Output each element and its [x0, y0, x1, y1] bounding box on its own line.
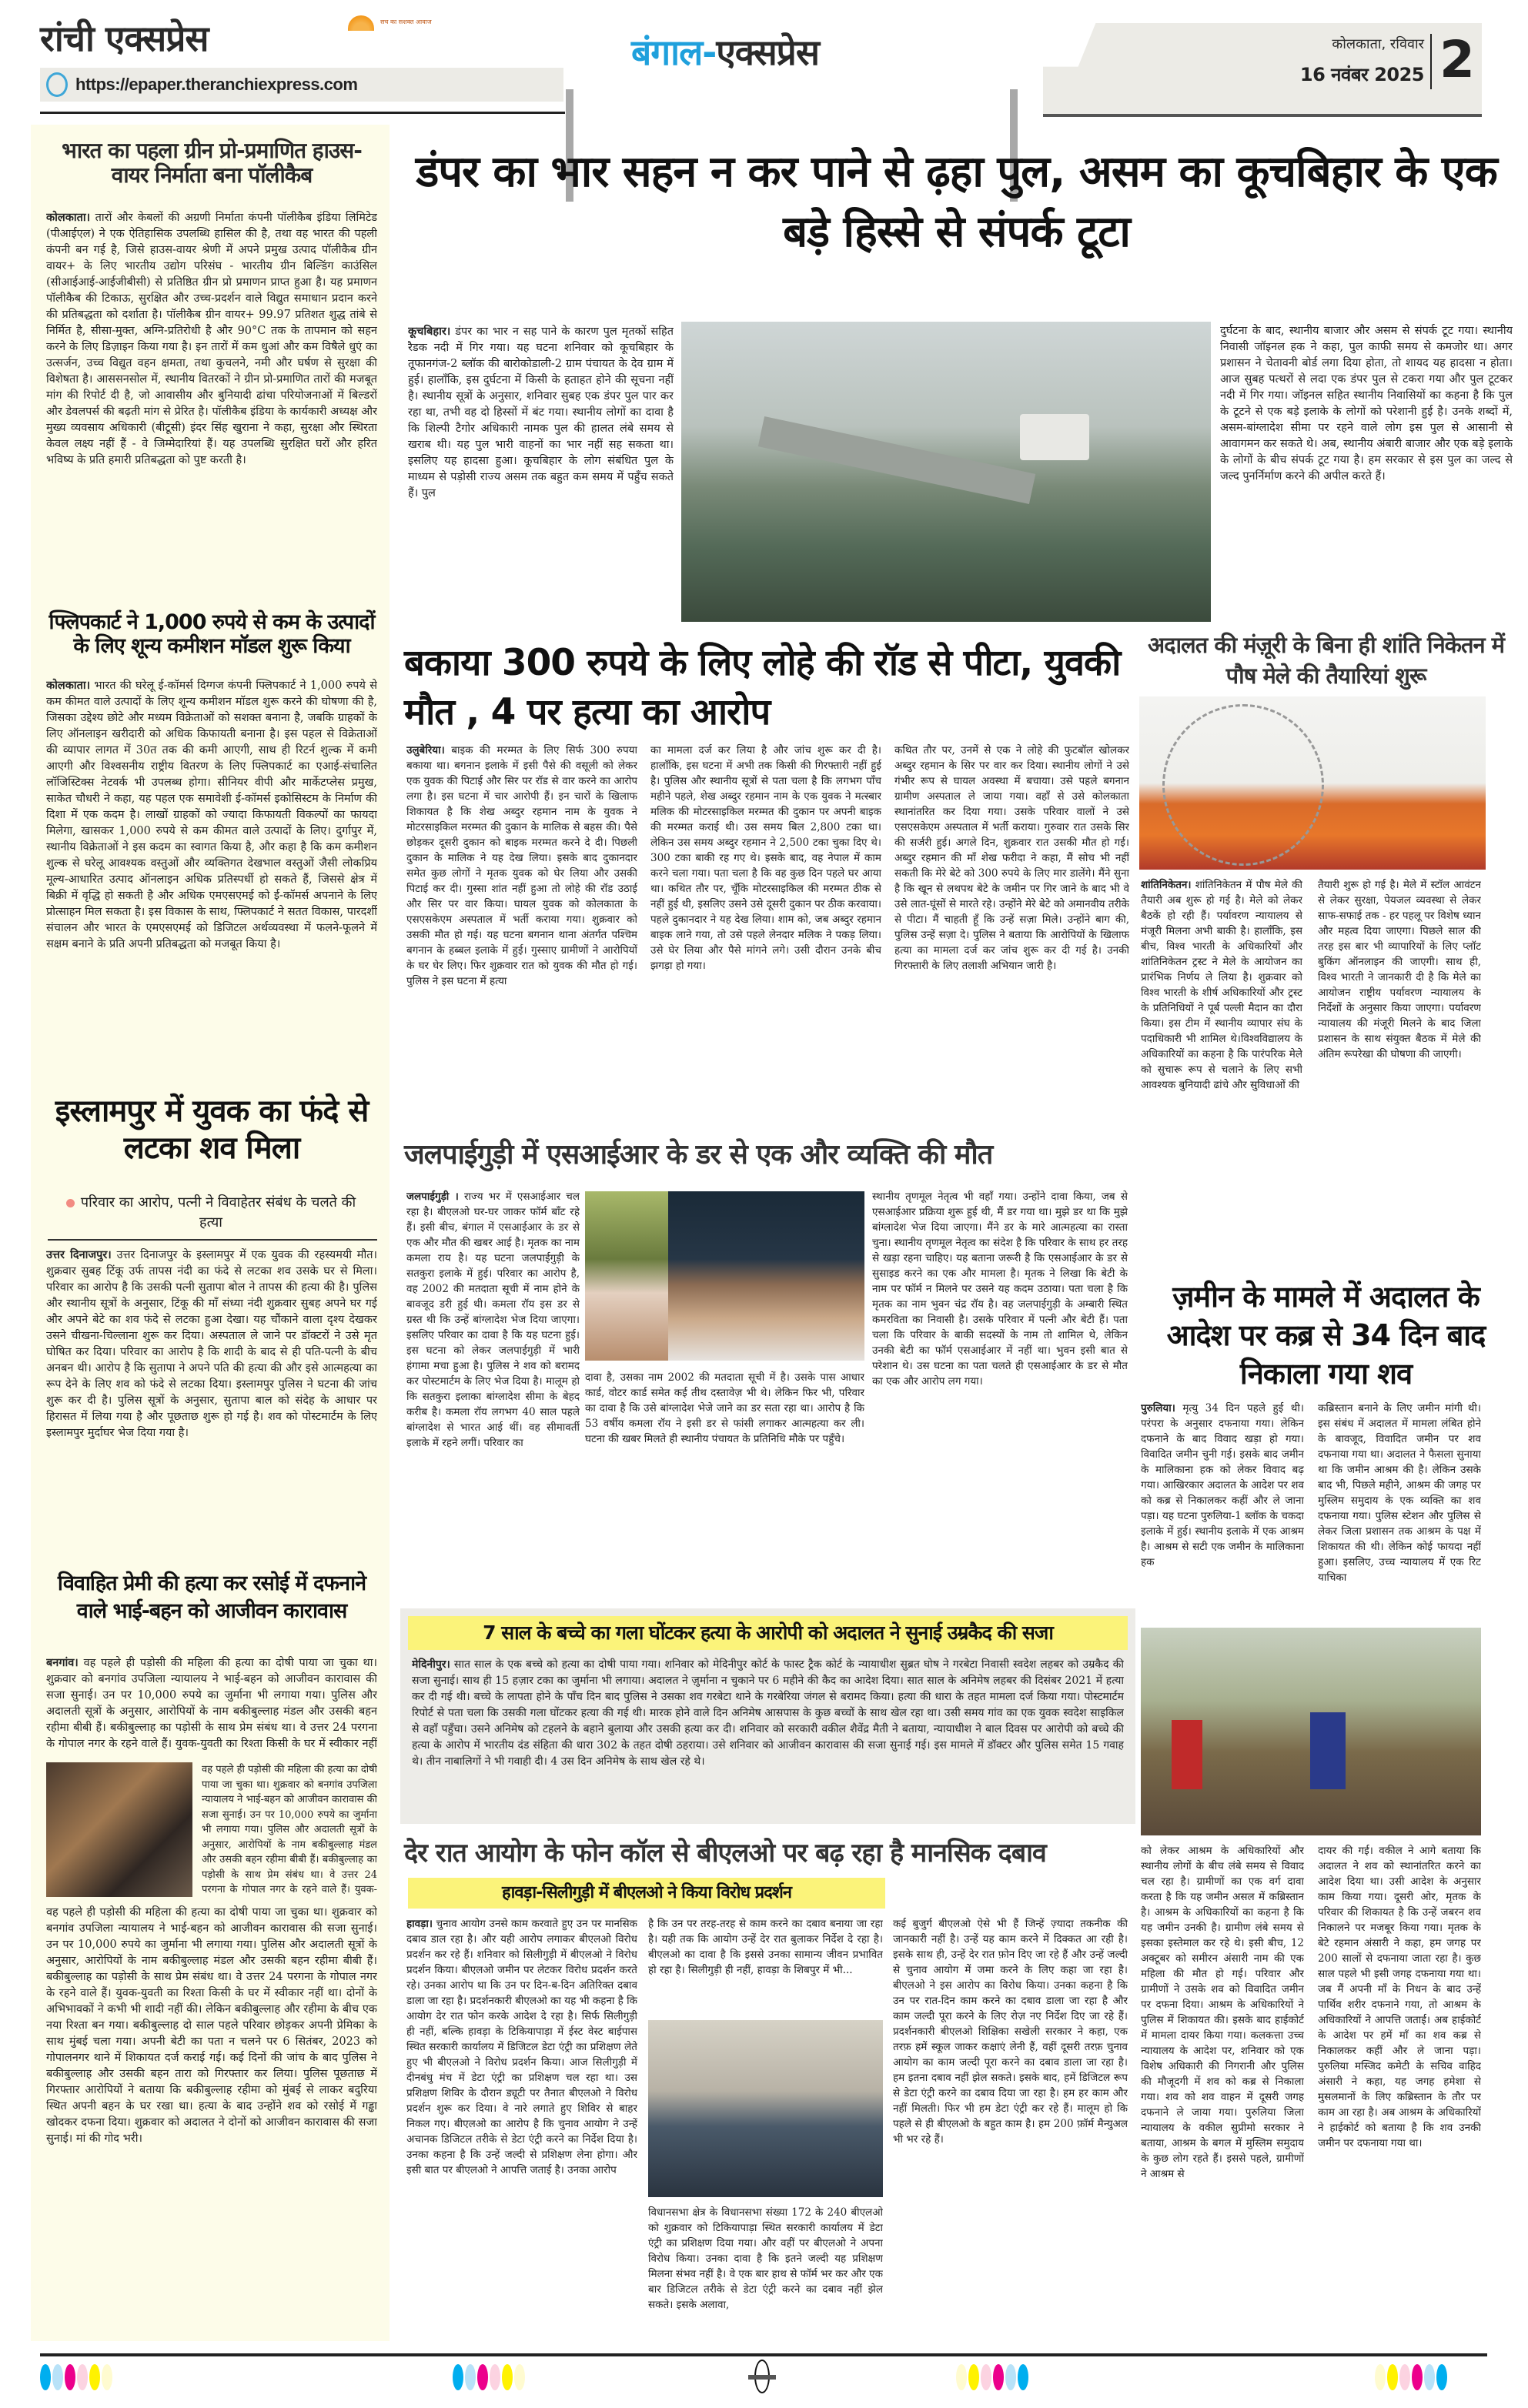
sir-body-2: दावा है, उसका नाम 2002 की मतदाता सूची में है। उसके पास आधार कार्ड, वोटर कार्ड समेत कई तीथ दस्तावेज़ भी थे। लेकिन फिर भी, परिवार का दावा है कि उसे बांग्लादेश भेजे जाने का डर सता रहा था। आरोप है कि 53 वर्षीय कमला रॉय ने इसी डर से फांसी लगाकर आत्महत्या कर ली। घटना की खबर मिलते ही स्थानीय पंचायत के प्रतिनिधि मौके पर पहुँचे।	[585, 1371, 864, 1445]
court-dateline: मेदिनीपुर।	[412, 1658, 450, 1671]
blo-col2b	[648, 2205, 883, 2328]
color-registration-midright	[956, 2364, 1028, 2390]
islampur-subhead-text: परिवार का आरोप, पत्नी ने विवाहेतर संबंध के चलते की हत्या	[80, 1194, 356, 1231]
dumper-truck	[1020, 414, 1089, 460]
flipkart-body: भारत की घरेलू ई-कॉमर्स दिग्गज कंपनी फ्लिपकार्ट ने 1,000 रुपये से कम कीमत वाले उत्पादों के लिए शून्य कमीशन मॉडल शुरू करने की घोषणा की है, जिसका उद्देश्य छोटे और मध्यम विक्रेताओं को सशक्त बनाना है, जबकि ग्राहकों के लिए ऑनलाइन खरीदारी को अधिक किफायती बनाना है। इस पहल से विक्रेताओं की व्यापार लागत में 30त तक की कमी आएगी, साथ ही रिटर्न शुल्क में कमी आएगी और विश्वसनीय राष्ट्रीय वितरण के लिए फ्लिपकार्ट का एआई-संचालित लॉजिस्टिक्स नेटवर्क भी उपलब्ध होगा। सीनियर वीपी और मार्केटप्लेस प्रमुख, साकेत चौधरी ने कहा, यह पहल एक समावेशी ई-कॉमर्स इकोसिस्टम के निर्माण की दिशा में एक कदम है। लाखों ग्राहकों को ज्यादा किफायती विकल्पों का फायदा मिलेगा, खासकर 1,000 रुपये से कम कीमत वाले उत्पादों के लिए। दुर्गापुर में, स्थानीय विक्रेताओं ने इस कदम का स्वागत किया है, और कहा है कि कम कमीशन शुल्क से घरेलू आवश्यक वस्तुओं और व्यक्तिगत देखभाल वस्तुओं जैसी लोकप्रिय मूल्य-आधारित उत्पाद ऑनलाइन अधिक प्रतिस्पर्धी हो सकते हैं, जिससे क्षेत्र में बिक्री में वृद्धि हो सकती है और अधिक एमएसएमई को ई-कॉमर्स अपनाने के लिए प्रोत्साहन मिल सकता है। इस विकास के साथ, फ्लिपकार्ट ने सतत विकास, पारदर्शी संचालन और भारत के एमएसएमई को डिजिटल अर्थव्यवस्था में फलने-फूलने में सक्षम बनाने के प्रति अपनी प्रतिबद्धता को मजबूत किया है।	[46, 680, 377, 950]
islampur-article	[46, 1247, 377, 1554]
magenta-swatch	[1412, 2364, 1423, 2390]
grave-body-2: कब्रिस्तान बनाने के लिए जमीन मांगी थी। इस संबंध में अदालत में मामला लंबित होने के बावजूद, विवादित जमीन पर शव दफनाया गया था। अदालत ने फैसला सुनाया था कि जमीन आश्रम की है। लेकिन उसके बाद भी, पिछले महीने, आश्रम की जगह पर मुस्लिम समुदाय के एक व्यक्ति का शव दफनाया गया। पुलिस स्टेशन और पुलिस से लेकर जिला प्रशासन तक आश्रम के पक्ष में शिकायत की थी। लेकिन कोई फायदा नहीं हुआ। इसलिए, उच्च न्यायालय में एक रिट याचिका	[1318, 1402, 1481, 1584]
light-magenta-swatch	[490, 2364, 500, 2390]
city-day: कोलकाता, रविवार	[1332, 36, 1424, 52]
section-title	[631, 31, 819, 74]
cyan-swatch	[1436, 2364, 1447, 2390]
cyan-swatch	[1018, 2364, 1028, 2390]
flipkart-article	[46, 677, 377, 1065]
sun-logo-icon	[348, 15, 374, 31]
light-cyan-swatch	[52, 2364, 63, 2390]
banagaon-body-bottom: वह पहले ही पड़ोसी की महिला की हत्या का दोषी पाया जा चुका था। शुक्रवार को बनगांव उपजिला न्यायालय ने भाई-बहन को आजीवन कारावास की सजा सुनाई। उन पर 10,000 रुपये का जुर्माना भी लगाया गया। पुलिस और अदालती सूत्रों के अनुसार, आरोपियों के नाम बकीबुल्लाह मंडल और उसकी बहन रहीमा बीबी हैं। बकीबुल्लाह का पड़ोसी के साथ प्रेम संबंध था। वे उत्तर 24 परगना के गोपाल नगर के रहने वाले हैं। युवक-युवती का रिश्ता किसी के घर में स्वीकार नहीं था। दोनों के अभिभावकों ने कभी भी शादी नहीं की। लेकिन बकीबुल्लाह और रहीमा के बीच एक नया रिश्ता बन गया। बकीबुल्लाह दो साल पहले परिवार छोड़कर अपनी प्रेमिका के साथ मुंबई चला गया। अपनी बेटी का पता न चलने पर 6 सितंबर, 2023 को गोपालनगर थाने में शिकायत दर्ज कराई गई। कई दिनों की जांच के बाद पुलिस ने बकीबुल्लाह और उसकी बहन तारा को गिरफ्तार कर लिया। पुलिस पूछताछ में गिरफ्तार आरोपियों ने बताया कि बकीबुल्लाह रहीमा को मुंबई से लाकर बदुरिया स्थित अपनी बहन के घर रखा था। हत्या के बाद उन्होंने शव को रसोई में गड्ढा खोदकर दफना दिया। शुक्रवार को अदालत ने दोनों को आजीवन कारावास की सजा सुनाई। मां की गोद भरी।	[46, 1906, 377, 2145]
blo-dateline: हावड़ा।	[406, 1918, 433, 1930]
grave-body-3: को लेकर आश्रम के अधिकारियों और स्थानीय लोगों के बीच लंबे समय से विवाद चल रहा है। ग्रामीणों का एक वर्ग दावा करता है कि यह जमीन असल में कब्रिस्तान है। आश्रम के अधिकारियों का कहना है कि यह जमीन उनकी है। ग्रामीण लंबे समय से इसका इस्तेमाल कर रहे थे। इसी बीच, 12 अक्टूबर को समीरन अंसारी नाम की एक महिला की मौत हो गई। परिवार और ग्रामीणों ने उसके शव को विवादित जमीन पर दफना दिया। आश्रम के अधिकारियों ने पुलिस में शिकायत की। इसके बाद हाईकोर्ट में मामला दायर किया गया। कलकत्ता उच्च न्यायालय के आदेश पर, शनिवार को एक विशेष अधिकारी की निगरानी और पुलिस की मौजूदगी में शव को कब्र से निकाला गया। शव को शव वाहन में दूसरी जगह दफनाने ले जाया गया। पुरुलिया जिला न्यायालय के वकील सुप्रीमो सरकार ने बताया, आश्रम के बगल में मुस्लिम समुदाय के कुछ लोग रहते हैं। इससे पहले, ग्रामीणों ने आश्रम से	[1141, 1845, 1304, 2180]
rod-body-3: कथित तौर पर, उनमें से एक ने लोहे की फुटबॉल खोलकर अब्दुर रहमान के सिर पर वार कर दिया। स्थानीय लोगों ने उसे गंभीर रूप से घायल अवस्था में बचाया। उसे पहले बगनान ग्रामीण अस्पताल ले जाया गया। वहाँ से उसे कोलकाता स्थानांतरित कर दिया गया। उसके परिवार वालों ने उसे एसएसकेएम अस्पताल में भर्ती कराया। गुरुवार रात उसके सिर की सर्जरी हुई। अगले दिन, शुक्रवार रात उसकी मौत हो गई। अब्दुर रहमान की माँ शेख फरीदा ने कहा, मैं सोच भी नहीं सकती कि मेरे बेटे को 300 रुपये के लिए मार डालेंगे। मैंने सुना है कि खून से लथपथ बेटे के जमीन पर गिर जाने के बाद भी वे उसे लात-घूंसों से मारते रहे। उन्होंने मेरे बेटे को अमानवीय तरीके से पीटा। मैं चाहती हूँ कि उन्हें सज़ा मिले। उन्होंने बाग की, पुलिस उन्हें सज़ा दे। पुलिस ने बताया कि आरोपियों के खिलाफ हत्या का मामला दर्ज कर जांच शुरू कर दी गई है। उनकी गिरफ्तारी के लिए तलाशी अभियान जारी है।	[894, 744, 1129, 972]
banagaon-body: वह पहले ही पड़ोसी की महिला की हत्या का दोषी पाया जा चुका था। शुक्रवार को बनगांव उपजिला न्यायालय ने भाई-बहन को आजीवन कारावास की सजा सुनाई। उन पर 10,000 रुपये का जुर्माना भी लगाया गया। पुलिस और अदालती सूत्रों के अनुसार, आरोपियों के नाम बकीबुल्लाह मंडल और उसकी बहन रहीमा बीबी हैं। बकीबुल्लाह का पड़ोसी के साथ प्रेम संबंध था। वे उत्तर 24 परगना के गोपाल नगर के रहने वाले हैं। युवक-युवती का रिश्ता किसी के घर में स्वीकार नहीं	[46, 1657, 377, 1750]
subhead-divider	[48, 1239, 377, 1241]
color-registration-left	[40, 2364, 112, 2390]
date-separator	[1430, 34, 1432, 89]
collapsed-bridge-photo	[681, 322, 1211, 622]
lead-body-right: दुर्घटना के बाद, स्थानीय बाजार और असम से संपर्क टूट गया। स्थानीय निवासी जॉइनल हक ने कहा, पुल काफी समय से कमजोर था। अगर प्रशासन ने चेतावनी बोर्ड लगा दिया होता, तो शायद यह हादसा न होता। आज सुबह पत्थरों से लदा एक डंपर पुल से टकरा गया और पुल टूटकर नदी में गिर गया। जॉइनल सहित स्थानीय निवासियों का कहना है कि पुल के टूटने से एक बड़े इलाके के लोगों को परेशानी हुई है। उनके शब्दों में, असम-बांग्लादेश सीमा पर रहने वाले लोग इस पुल से आसानी से आवागमन कर सकते थे। अब, स्थानीय अंबारी बाजार और एक बड़े इलाके के लोगों के बीच संपर्क टूट गया है। हम सरकार से इस पुल का जल्द से जल्द पुनर्निर्माण करने की अपील करते हैं।	[1220, 325, 1513, 483]
blo-headline: देर रात आयोग के फोन कॉल से बीएलओ पर बढ़ रहा है मानसिक दबाव	[404, 1838, 1046, 1869]
banagaon-dateline: बनगांव।	[46, 1656, 79, 1669]
banagaon-headline: विवाहित प्रेमी की हत्या कर रसोई में दफनाने वाले भाई-बहन को आजीवन कारावास	[57, 1571, 366, 1624]
woman-portrait-photo	[585, 1191, 668, 1361]
light-magenta-swatch	[1399, 2364, 1410, 2390]
lead-headline: डंपर का भार सहन न कर पाने से ढ़हा पुल, असम का कूचबिहार के एक बड़े हिस्से से संपर्क टूटा	[416, 147, 1497, 257]
banagaon-article-top	[46, 1655, 377, 1752]
sir-col3	[872, 1189, 1128, 1589]
blo-subhead: हावड़ा-सिलीगुड़ी में बीएलओ ने किया विरोध प्रदर्शन	[502, 1883, 791, 1902]
light-magenta-swatch	[77, 2364, 88, 2390]
masthead-divider	[40, 112, 565, 114]
grave-col1	[1141, 1401, 1304, 1616]
yellow-swatch	[968, 2364, 979, 2390]
blo-body-2: है कि उन पर तरह-तरह से काम करने का दबाव बनाया जा रहा है। यही तक कि आयोग उन्हें देर रात बुलाकर निर्देश दे रहा है। बीएलओ का दावा है कि इससे उनका सामान्य जीवन प्रभावित हो रहा है। सिलीगुड़ी ही नहीं, हावड़ा के शिबपुर में भी...	[648, 1918, 883, 1976]
bridge-deck	[758, 416, 1035, 504]
fair-body-2: तैयारी शुरू हो गई है। मेले में स्टॉल आवंटन से लेकर सुरक्षा, पेयजल व्यवस्था से लेकर साफ-सफाई तक - हर पहलू पर विशेष ध्यान और महत्व दिया जाएगा। पिछले साल की तरह इस बार भी व्यापारियों के लिए प्लॉट बुकिंग ऑनलाइन की जाएगी। साथ ही, विश्व भारती ने जानकारी दी है कि मेले का आयोजन राष्ट्रीय पर्यावरण न्यायालय के निर्देशों के अनुसार किया जाएगा। पर्यावरण न्यायालय की मंजूरी मिलने के बाद जिला प्रशासन के साथ संयुक्त बैठक में मेले की अंतिम रूपरेखा की घोषणा की जाएगी।	[1318, 879, 1481, 1060]
islampur-headline: इस्लामपुर में युवक का फंदे से लटका शव मिला	[55, 1094, 369, 1166]
page-number: 2	[1439, 30, 1475, 89]
registration-crosshair-icon	[754, 2360, 770, 2393]
sir-body-3: स्थानीय तृणमूल नेतृत्व भी वहाँ गया। उन्होंने दावा किया, जब से एसआईआर प्रक्रिया शुरू हुई थी, मैं डर गया था। मुझे डर था कि मुझे बांग्लादेश भेज दिया जाएगा। मैंने डर के मारे आत्महत्या का रास्ता चुना। स्थानीय तृणमूल नेतृत्व का संदेश है कि परिवार के साथ हर तरह से खड़ा रहना चाहिए। यह बताना जरूरी है कि एसआईआर के डर से सुसाइड करने का एक और मामला है। मृतक ने लिखा कि बेटी के नाम पर फॉर्म न मिलने पर उसने यह कदम उठाया। पता चला है कि मृतक का नाम भुवन चंद्र रॉय है। वह जलपाईगुड़ी के अम्बारी स्थित कमरविता का निवासी है। उसके परिवार में पत्नी और बेटी हैं। पता चला कि परिवार के बाकी सदस्यों के नाम तो शामिल थे, लेकिन उनकी बेटी का फॉर्म एसआईआर में नहीं था। भुवन इसी बात से परेशान थे। उस घटना का पता चलते ही एसआईआर के डर से मौत का एक और आरोप लग गया।	[872, 1191, 1128, 1388]
banagaon-article-side	[202, 1762, 377, 1897]
lead-article-left	[408, 323, 674, 614]
color-registration-midleft	[453, 2364, 525, 2390]
grave-body-4: दायर की गई। वकील ने आगे बताया कि अदालत ने शव को स्थानांतरित करने का आदेश दिया था। उसी आदेश के अनुसार काम किया गया। दूसरी ओर, मृतक के परिवार की शिकायत है कि उन्हें जबरन शव निकालने पर मजबूर किया गया। मृतक के बेटे रहमान अंसारी ने कहा, हम जगह पर 200 सालों से दफनाया जाता रहा है। कुछ साल पहले भी इसी जगह दफनाया गया था। जब मैं अपनी माँ के निधन के बाद उन्हें पार्थिव शरीर दफनाने गया, तो आश्रम के अधिकारियों ने आपत्ति जताई। अब हाईकोर्ट के आदेश पर हमें माँ का शव कब्र से निकालकर कहीं और ले जाना पड़ा। पुरुलिया मस्जिद कमेटी के सचिव वाहिद अंसारी ने कहा, यह जगह हमेशा से मुसलमानों के लिए कब्रिस्तान के तौर पर काम आ रहा है। अब आश्रम के अधिकारियों ने हाईकोर्ट को बताया है कि शव उनकी जमीन पर दफनाया गया था।	[1318, 1845, 1481, 2149]
sir-body-1: राज्य भर में एसआईआर चल रहा है। बीएलओ घर-घर जाकर फॉर्म बाँट रहे हैं। इसी बीच, बंगाल में एसआईआर के डर से एक और मौत की खबर आई है। मृतक का नाम कमला राय है। यह घटना जलपाईगुड़ी के सतकुरा इलाके में हुई। परिवार का आरोप है, वह 2002 की मतदाता सूची में नाम होने के बावजूद डरी हुई थी। कमला रॉय इस डर से ग्रस्त थी कि उन्हें बांग्लादेश भेज दिया जाएगा। इसलिए परिवार का दावा है कि यह घटना हुई। इस घटना को लेकर जलपाईगुड़ी में भारी हंगामा मचा हुआ है। पुलिस ने शव को बरामद कर पोस्टमार्टम के लिए भेज दिया है। मालूम हो कि सतकुरा इलाका बांग्लादेश सीमा के बेहद करीब है। कमला रॉय लगभग 40 साल पहले बांग्लादेश से भारत आई थीं। वह सीमावर्ती इलाके में रहने लगीं। परिवार का	[406, 1191, 580, 1449]
blo-body-1: चुनाव आयोग उनसे काम करवाते हुए उन पर मानसिक दबाव डाल रहा है। और यही आरोप लगाकर बीएलओ विरोध प्रदर्शन कर रहे हैं। शनिवार को सिलीगुड़ी में बीएलओ ने विरोध प्रदर्शन किया। बीएलओ जमीन पर लेटकर विरोध प्रदर्शन करते रहे। उनका आरोप था कि उन पर दिन-ब-दिन अतिरिक्त दबाव डाला जा रहा है। प्रदर्शनकारी बीएलओ का यह भी कहना है कि आयोग देर रात फोन करके आदेश दे रहा है। सिर्फ सिलीगुड़ी ही नहीं, बल्कि हावड़ा के टिकियापाड़ा में ईस्ट वेस्ट बाईपास स्थित सरकारी कार्यालय में डिजिटल डेटा एंट्री का प्रशिक्षण लेते हुए भी बीएलओ ने विरोध प्रदर्शन किया। आज सिलीगुड़ी में दीनबंधु मंच में डेटा एंट्री का प्रशिक्षण चल रहा था। उस प्रशिक्षण शिविर के दौरान ड्यूटी पर तैनात बीएलओ ने विरोध प्रदर्शन शुरू कर दिया। वे नारे लगाते हुए शिविर से बाहर निकल गए। बीएलओ का आरोप है कि चुनाव आयोग ने उन्हें अचानक डिजिटल तरीके से डेटा एंट्री करने का निर्देश दिया है। उनका कहना है कि उन्हें जल्दी से प्रशिक्षण लेना होगा। और इसी बात पर बीएलओ ने आपत्ति जताई है। उनका आरोप	[406, 1918, 637, 2176]
blo-col3	[893, 1916, 1128, 2332]
magenta-swatch	[993, 2364, 1004, 2390]
section-title-part1: बंगाल-	[631, 32, 717, 73]
flipkart-headline: फ्लिपकार्ट ने 1,000 रुपये से कम के उत्पादों के लिए शून्य कमीशन मॉडल शुरू किया	[48, 610, 375, 659]
edition-date: 16 नवंबर 2025	[1299, 64, 1424, 85]
fair-body-1: शांतिनिकेतन में पौष मेले की तैयारी अब शुरू हो गई है। मेले को लेकर बैठकें हो रही हैं। पर्यावरण न्यायालय से मंजूरी मिलना अभी बाकी है। हालाँकि, इस बीच, विश्व भारती के अधिकारियों और शांतिनिकेतन ट्रस्ट ने मेले के आयोजन का प्रारंभिक निर्णय ले लिया है। शुक्रवार को विश्व भारती के शीर्ष अधिकारियों और ट्रस्ट के प्रतिनिधियों ने पूर्ब पल्ली मैदान का दौरा किया। इस टीम में स्थानीय व्यापार संघ के पदाधिकारी भी शामिल थे।विश्वविद्यालय के अधिकारियों का कहना है कि पारंपरिक मेले को सुचारू रूप से चलाने के लिए सभी आवश्यक बुनियादी ढांचे और सुविधाओं की	[1141, 879, 1302, 1091]
banagaon-article-bottom	[46, 1905, 377, 2325]
grave-headline: ज़मीन के मामले में अदालत के आदेश पर कब्र से 34 दिन बाद निकाला गया शव	[1166, 1280, 1486, 1391]
blo-col2	[648, 1916, 883, 2009]
color-registration-right	[1375, 2364, 1447, 2390]
grave-dateline: पुरुलिया।	[1141, 1402, 1175, 1414]
banagaon-body-side: वह पहले ही पड़ोसी की महिला की हत्या का दोषी पाया जा चुका था। शुक्रवार को बनगांव उपजिला न्यायालय ने भाई-बहन को आजीवन कारावास की सजा सुनाई। उन पर 10,000 रुपये का जुर्माना भी लगाया गया। पुलिस और अदालती सूत्रों के अनुसार, आरोपियों के नाम बकीबुल्लाह मंडल और उसकी बहन रहीमा बीबी हैं। बकीबुल्लाह का पड़ोसी के साथ प्रेम संबंध था। वे उत्तर 24 परगना के गोपाल नगर के रहने वाले हैं। युवक-	[202, 1764, 377, 1895]
rod-body-1: बाइक की मरम्मत के लिए सिर्फ 300 रुपया बकाया था। बगनान इलाके में इसी पैसे की वसूली को लेकर एक युवक की पिटाई और सिर पर रॉड से वार करने का आरोप लगा है। इस घटना में चार आरोपी हैं। इन चारों के खिलाफ शिकायत है कि शेख अब्दुर रहमान नाम के युवक ने मोटरसाइकिल मरम्मत की दुकान के मालिक से बहस की। पैसे छोड़कर दूसरी दुकान को बाइक मरम्मत करने दे दी। पिछली दुकान के मालिक ने यह देख लिया। इसके बाद दुकानदार समेत कुछ लोगों ने मृतक युवक को घेर लिया और उसकी पिटाई कर दी। गुस्सा शांत नहीं हुआ तो लोहे की रॉड उठाई और सिर पर वार किया। घायल युवक को कोलकाता के एसएसकेएम अस्पताल में भर्ती कराया गया। शुक्रवार को उसकी मौत हो गई। यह घटना बगनान थाना अंतर्गत पश्चिम बगनान के हब्बल इलाके में हुई। गुस्साए ग्रामीणों ने आरोपियों के घर घेर लिए। फिर शुक्रवार रात को युवक की मौत हो गई। पुलिस ने इस घटना में हत्या	[406, 744, 637, 987]
polycab-headline: भारत का पहला ग्रीन प्रो-प्रमाणित हाउस-वायर निर्माता बना पॉलीकैब	[62, 138, 362, 189]
bullet-icon	[66, 1199, 75, 1207]
light-cyan-swatch	[465, 2364, 476, 2390]
lead-article-right	[1220, 323, 1513, 614]
blo-col1	[406, 1916, 637, 2332]
sir-col1	[406, 1189, 580, 1589]
exhumation-photo	[1141, 1628, 1481, 1835]
magenta-swatch	[477, 2364, 488, 2390]
masthead-logo: रांची एक्सप्रेस	[40, 18, 209, 59]
light-yellow-swatch	[102, 2364, 112, 2390]
yellow-swatch	[89, 2364, 100, 2390]
lead-body-left: डंपर का भार न सह पाने के कारण पुल मृतकों सहित रैडक नदी में गिर गया। यह घटना शनिवार को कूचबिहार के तूफानगंज-2 ब्लॉक की बारोकोडाली-2 ग्राम पंचायत के देव ग्राम में हुई। हालाँकि, इस दुर्घटना में किसी के हताहत होने की सूचना नहीं है। स्थानीय सूत्रों के अनुसार, शनिवार सुबह एक डंपर पुल पार कर रहा था, तभी वह दो हिस्सों में बंट गया। स्थानीय लोगों का दावा है कि शिल्पी टैगोर अधिकारी नामक पुल की हालत लंबे समय से खराब थी। यह पुल भारी वाहनों का भार नहीं सह सकता था। इसलिए यह हादसा हुआ। कूचबिहार के लोग संबंधित पुल के माध्यम से पड़ोसी राज्य असम तक बहुत कम समय में पहुँच सकते हैं। पुल	[408, 326, 674, 499]
cyan-swatch	[453, 2364, 463, 2390]
fair-dateline: शांतिनिकेतन।	[1141, 879, 1192, 891]
fair-headline: अदालत की मंज़ूरी के बिना ही शांति निकेतन में पौष मेले की तैयारियां शुरू	[1147, 632, 1505, 689]
person-red	[1172, 1720, 1202, 1789]
light-yellow-swatch	[514, 2364, 525, 2390]
ferris-wheel	[1162, 704, 1324, 866]
epaper-url-link[interactable]: https://epaper.theranchiexpress.com	[75, 75, 358, 94]
islampur-dateline: उत्तर दिनाजपुर।	[46, 1248, 112, 1261]
magenta-swatch	[65, 2364, 75, 2390]
fair-col2	[1318, 877, 1481, 1262]
grave-col3	[1141, 1843, 1304, 2336]
flipkart-dateline: कोलकाता।	[46, 679, 91, 692]
polycab-article	[46, 209, 377, 597]
grave-col4	[1318, 1843, 1481, 2336]
rod-body-2: का मामला दर्ज कर लिया है और जांच शुरू कर दी है। हालाँकि, इस घटना में अभी तक किसी की गिरफ्तारी नहीं हुई है। पुलिस और स्थानीय सूत्रों से पता चला है कि लगभग पाँच महीने पहले, शेख अब्दुर रहमान नाम के एक युवक ने मत्स्बार मलिक की मोटरसाइकिल मरम्मत की दुकान पर अपनी बाइक की मरम्मत कराई थी। उस समय बिल 2,800 टका था। लेकिन उस समय अब्दुर रहमान ने 2,500 टका चुका दिए थे। 300 टका बाकी रह गए थे। इसके बाद, वह नेपाल में काम करने चला गया। पता चला है कि वह कुछ दिन पहले घर आया था। कथित तौर पर, चूँकि मोटरसाइकिल की मरम्मत ठीक से नहीं हुई थी, इसलिए उसने उसे दूसरी दुकान पर ठीक करवाया। पहले दुकानदार ने यह देख लिया। शाम को, जब अब्दुर रहमान बाइक लाने गया, तो उसे पहले लेनदार मलिक ने पकड़ लिया। उसे घेर लिया और पैसे मांगने लगे। उसी दौरान उनके बीच झगड़ा हो गया।	[650, 744, 881, 972]
man-portrait-photo	[668, 1191, 864, 1361]
court-headline: 7 साल के बच्चे का गला घोंटकर हत्या के आरोपी को अदालत ने सुनाई उम्रकैद की सजा	[483, 1621, 1053, 1644]
light-magenta-swatch	[981, 2364, 991, 2390]
court-article	[412, 1657, 1124, 1819]
light-cyan-swatch	[1005, 2364, 1016, 2390]
light-yellow-swatch	[956, 2364, 967, 2390]
cyan-swatch	[40, 2364, 51, 2390]
grave-digging-photo	[46, 1762, 192, 1897]
footer-rule	[40, 2353, 1487, 2356]
blo-body-2b: विधानसभा क्षेत्र के विधानसभा संख्या 172 के 240 बीएलओ को शुक्रवार को टिकियापाड़ा स्थित सरकारी कार्यालय में डेटा एंट्री का प्रशिक्षण दिया गया। और वहीं पर बीएलओ ने अपना विरोध किया। उनका दावा है कि इतने जल्दी यह प्रशिक्षण मिलना संभव नहीं है। वे एक बार हाथ से फॉर्म भर कर और एक बार डिजिटल तरीके से डेटा एंट्री करने का दबाव नहीं झेल सकते। इसके अलावा,	[648, 2206, 883, 2311]
sir-col2	[585, 1370, 864, 1585]
court-body: सात साल के एक बच्चे को हत्या का दोषी पाया गया। शनिवार को मेदिनीपुर कोर्ट के फास्ट ट्रैक कोर्ट के न्यायाधीश सुब्रत घोष ने गरबेटा निवासी स्वदेश लहबर को उम्रकैद की सजा सुनाई। साथ ही 15 हज़ार टका का जुर्माना भी लगाया। अदालत ने ज़ुर्माना न चुकाने पर 6 महीने की कैद का आदेश दिया। सात साल के अनिमेष लहबर की दिसंबर 2021 में हत्या कर दी गई थी। बच्चे के लापता होने के पाँच दिन बाद पुलिस ने उसका शव गरबेटा थाने के गरबेरिया जंगल से बरामद किया। हत्या की धारा के तहत मामला दर्ज किया गया। पोस्टमार्टम रिपोर्ट से पता चला कि उसकी गला घोंटकर हत्या की गई थी। मारक होने वाले दिन अनिमेष आसपास के कुछ बच्चों के साथ खेल रहा था। उसी समय गांव का एक युवक स्वदेश साइकिल से वहाँ पहुँचा। उसने अनिमेष को टहलने के बहाने बुलाया और उसकी हत्या कर दी। शनिवार को सरकारी वकील शैवेंद्र मैती ने बताया, न्यायाधीश ने बाल दिवस पर आरोपी को बच्चे की हत्या के आरोप में भारतीय दंड संहिता की धारा 302 के तहत दोषी ठहराया। उसे शनिवार को आजीवन कारावास की सजा सुनाई गई। इस मामले में डॉक्टर और पुलिस समेत 15 गवाह थे। तीन नाबालिगों ने भी गवाही दी। 4 उस दिन अनिमेष के साथ खेल रहे थे।	[412, 1658, 1124, 1768]
rod-col2	[650, 743, 881, 1127]
poush-mela-photo	[1139, 696, 1486, 870]
fair-col1	[1141, 877, 1302, 1262]
blo-protest-photo	[648, 2020, 883, 2197]
sir-dateline: जलपाईगुड़ी ।	[406, 1191, 459, 1203]
blo-body-3: कई बुजुर्ग बीएलओ ऐसे भी हैं जिन्हें ज़्यादा तकनीक की जानकारी नहीं है। उन्हें यह काम करने में दिक्कत आ रही है। इसके साथ ही, उन्हें देर रात फ़ोन दिए जा रहे हैं और उन्हें जल्दी से चुनाव आयोग में जमा करने के लिए कहा जा रहा है। बीएलओ ने इस आरोप का विरोध किया। उनका कहना है कि उन पर रात-दिन काम करने का दबाव डाला जा रहा है और काम जल्दी पूरा करने के लिए रोज़ नए निर्देश दिए जा रहे हैं। प्रदर्शनकारी बीएलओ शिक्षिका सखेली सरकार ने कहा, एक तरफ़ हमें स्कूल जाकर कक्षाएं लेनी हैं, वहीं दूसरी तरफ़ चुनाव आयोग का काम जल्दी पूरा करने का दबाव डाला जा रहा है। हम इतना दबाव नहीं झेल सकते। इसके बाद, हमें डिजिटल रूप से डेटा एंट्री करने का दबाव दिया जा रहा है। हम हर काम और नहीं मिलती। फिर भी हम डेटा एंट्री कर रहे हैं। मालूम हो कि पहले से ही बीएलओ के बहुत काम है। हम 200 फ़ॉर्म मैन्युअल भी भर रहे हैं।	[893, 1918, 1128, 2146]
person-blue	[1310, 1712, 1346, 1789]
lead-dateline: कूचबिहार।	[408, 325, 451, 338]
hand-pointer-icon	[46, 72, 68, 97]
light-cyan-swatch	[1424, 2364, 1435, 2390]
islampur-body: उत्तर दिनाजपुर के इस्लामपुर में एक युवक की रहस्यमयी मौत। शुक्रवार सुबह टिंकू उर्फ तापस नंदी का फंदे से लटका शव उसके घर से मिला। परिवार का आरोप है कि उसकी पत्नी सुतापा बोल ने तापस की हत्या की है। पुलिस और स्थानीय सूत्रों के अनुसार, टिंकू की माँ संध्या नंदी शुक्रवार सुबह अपने घर गई और अपने बेटे का शव फंदे से लटका हुआ देखा। यह चौंकाने वाला दृश्य देखकर उसने चीखना-चिल्लाना शुरू कर दिया। अस्पताल ले जाने पर डॉक्टरों ने उसे मृत घोषित कर दिया। परिवार का आरोप है कि शादी के बाद से ही पति-पत्नी के बीच अनबन थी। आरोप है कि सुतापा ने अपने पति की हत्या की और इसे आत्महत्या का रूप देने के लिए शव को फंदे से लटका दिया। इस्लामपुर पुलिस ने घटना की जांच शुरू कर दी है। पुलिस सूत्रों के अनुसार, सुतापा बाल को संदेह के आधार पर हिरासत में लिया गया है और पूछताछ शुरू हो गई है। शव को पोस्टमार्टम के लिए इस्लामपुर मुर्दाघर भेज दिया गया है।	[46, 1249, 377, 1439]
yellow-swatch	[502, 2364, 513, 2390]
islampur-subhead	[57, 1193, 365, 1233]
grave-col2	[1318, 1401, 1481, 1616]
masthead-tagline: सच का सशक्त आवाज	[380, 18, 432, 25]
sir-headline: जलपाईगुड़ी में एसआईआर के डर से एक और व्यक्ति की मौत	[404, 1139, 993, 1171]
yellow-swatch	[1387, 2364, 1398, 2390]
grave-body-1: मृत्यु 34 दिन पहले हुई थी। परंपरा के अनुसार दफनाया गया। लेकिन दफनाने के बाद विवाद खड़ा हो गया। विवादित जमीन चुनी गई। इसके बाद जमीन के मालिकाना हक को लेकर विवाद बढ़ गया। आखिरकार अदालत के आदेश पर शव को कब्र से निकालकर कहीं और ले जाना पड़ा। यह घटना पुरुलिया-1 ब्लॉक के चकदा इलाके में हुई। स्थानीय इलाके में एक आश्रम है। आश्रम से सटी एक जमीन के मालिकाना हक	[1141, 1402, 1304, 1568]
polycab-body: तारों और केबलों की अग्रणी निर्माता कंपनी पॉलीकैब इंडिया लिमिटेड (पीआईएल) ने एक ऐतिहासिक उपलब्धि हासिल की है, तथा वह भारत की पहली कंपनी बन गई है, जिसे हाउस-वायर श्रेणी में अपने प्रमुख उत्पाद पॉलीकैब ग्रीन वायर+ के लिए भारतीय उद्योग परिसंघ - भारतीय ग्रीन बिल्डिंग काउंसिल (सीआईआई-आईजीबीसी) से प्रतिष्ठित ग्रीन प्रो प्रमाणन प्राप्त हुआ है। यह प्रमाणन पॉलीकैब की टिकाऊ, सुरक्षित और उच्च-प्रदर्शन वाले विद्युत समाधान प्रदान करने की प्रतिबद्धता को दर्शाता है। पॉलीकैब ग्रीन वायर+ 99.97 प्रतिशत शुद्ध तांबे से निर्मित है, सीसा-मुक्त, अग्नि-प्रतिरोधी है और 90°C तक के तापमान को सहन करने के लिए डिज़ाइन किया गया है। इन तारों में कम धुआं और कम विषैले धुएं का उत्सर्जन, उच्च विद्युत वहन क्षमता, तथा कुचलने, नमी और घर्षण से सुरक्षा की विशेषता है। आससनसोल में, स्थानीय वितरकों ने ग्रीन प्रो-प्रमाणित तारों की मजबूत मांग की रिपोर्ट दी है, जो आवासीय और बुनियादी ढांचा परियोजनाओं में बिल्डरों और डेवलपर्स की बढ़ती मांग से प्रेरित है। पॉलीकैब इंडिया के कार्यकारी अध्यक्ष और मुख्य व्यवसाय अधिकारी (बीटूसी) इंदर सिंह खुराना ने कहा, सुरक्षा और स्थिरता केवल लक्ष्य नहीं हैं - वे जिम्मेदारियां हैं। यह उपलब्धि सुरक्षित घरों और हरित भविष्य के प्रति हमारी प्रतिबद्धता को पुष्ट करती है।	[46, 212, 377, 466]
crosshair-bar	[748, 2375, 776, 2380]
masthead-right-divider	[1043, 114, 1482, 117]
rod-headline: बकाया 300 रुपये के लिए लोहे की रॉड से पीटा, युवकी मौत , 4 पर हत्या का आरोप	[404, 642, 1121, 733]
light-yellow-swatch	[1375, 2364, 1386, 2390]
polycab-dateline: कोलकाता।	[46, 211, 91, 224]
section-title-part2: एक्सप्रेस	[716, 32, 819, 73]
rod-col1	[406, 743, 637, 1127]
rod-col3	[894, 743, 1129, 1127]
rod-dateline: उलुबेरिया।	[406, 744, 445, 756]
